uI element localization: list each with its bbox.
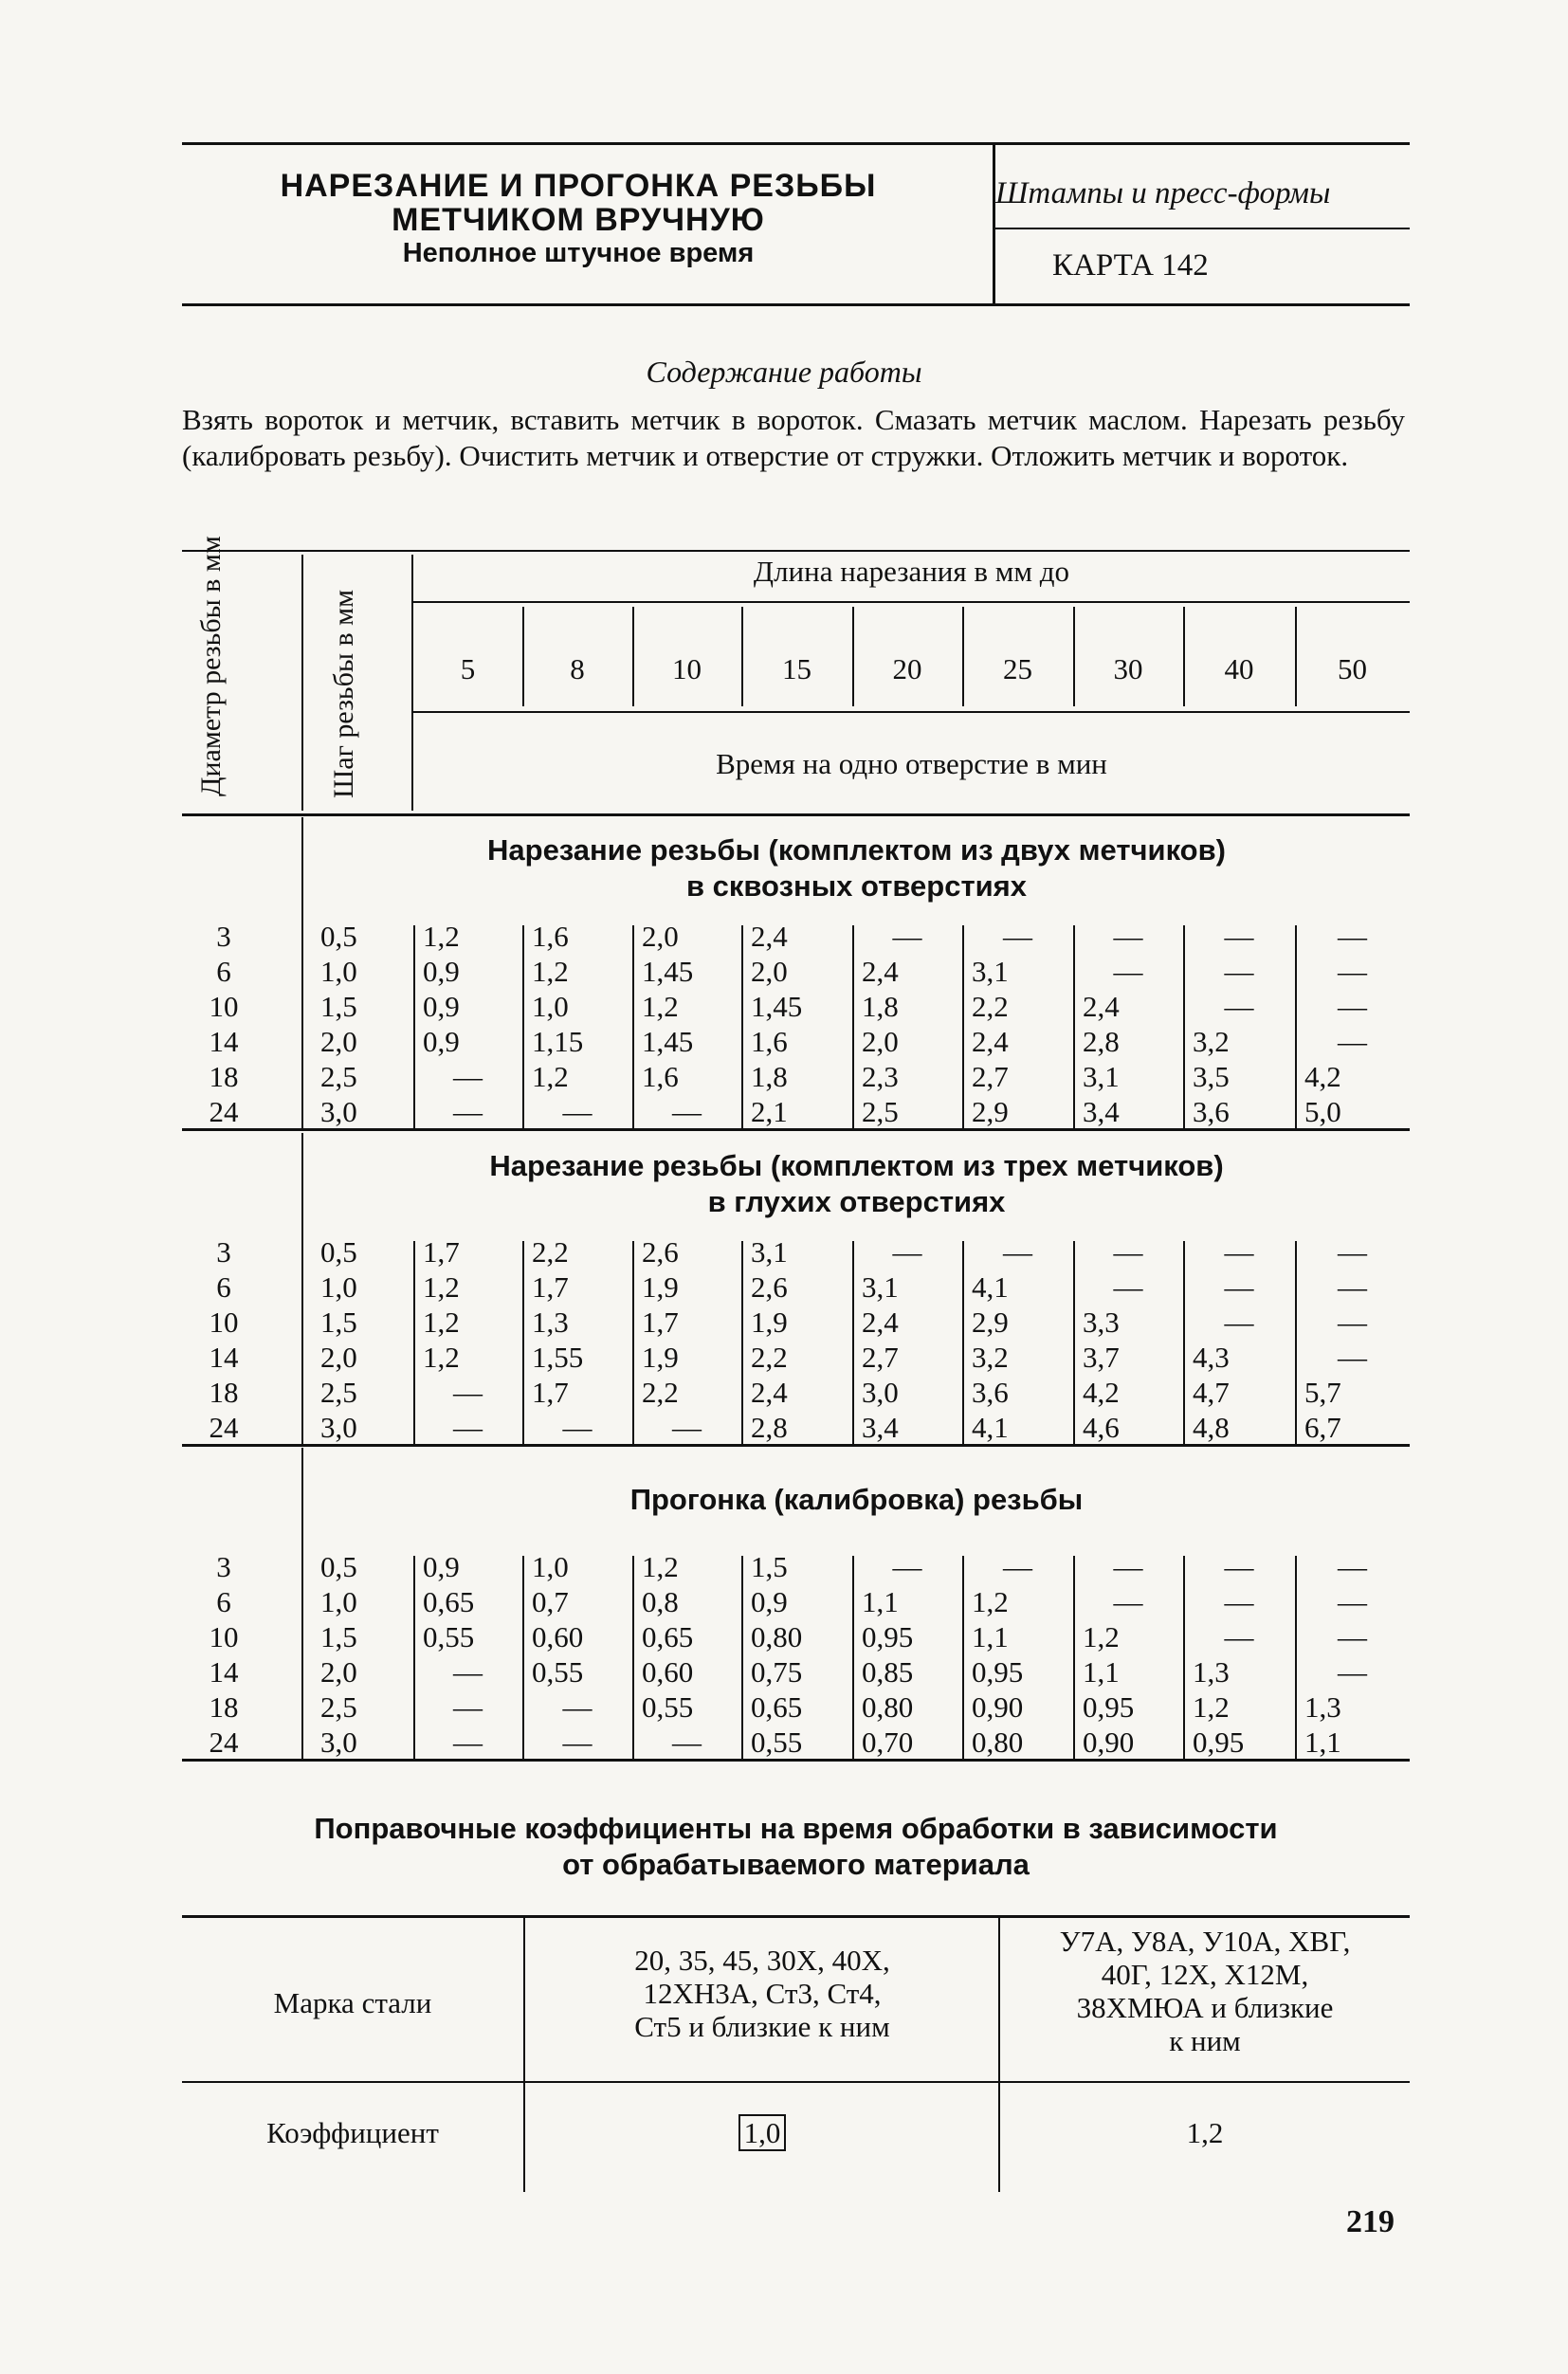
time-cell: 1,2 [423, 1341, 460, 1374]
time-cell: — [453, 1655, 483, 1689]
time-cell: 0,95 [1193, 1726, 1245, 1759]
time-cell: 1,0 [532, 1550, 569, 1583]
length-col-header: 10 [672, 652, 702, 685]
time-cell: — [892, 920, 922, 953]
content-text: Взять вороток и метчик, вставить метчик в вороток. Смазать метчик маслом. Нарезать резьбу (калибровать резьбу). Очистить метчик и отверстие от стружки. Отложить метчик и вороток. [182, 403, 1405, 472]
section-title-line-1: Нарезание резьбы (комплектом из трех метчиков) [489, 1149, 1224, 1182]
time-cell: — [1113, 1585, 1143, 1618]
coeff-top-rule [182, 1915, 1410, 1918]
time-cell: 0,95 [1083, 1690, 1135, 1724]
header-right-rule [993, 228, 1410, 229]
time-cell: — [1338, 1306, 1367, 1339]
title-line-2: МЕТЧИКОМ ВРУЧНУЮ [392, 202, 765, 238]
pitch-cell: 0,5 [320, 1550, 357, 1583]
time-cell: 0,60 [532, 1620, 584, 1653]
section-title-line-1: Прогонка (калибровка) резьбы [629, 1483, 1084, 1516]
time-cell: 4,1 [972, 1411, 1009, 1444]
time-cell: 0,80 [751, 1620, 803, 1653]
coeff-mid-rule [182, 2081, 1410, 2083]
time-cell: 4,8 [1193, 1411, 1230, 1444]
time-cell: 1,45 [642, 1025, 694, 1058]
length-col-header: 20 [892, 652, 922, 685]
time-cell: 0,9 [423, 1025, 460, 1058]
time-cell: — [453, 1411, 483, 1444]
section-bottom-rule [182, 1128, 1410, 1131]
time-cell: 1,2 [1083, 1620, 1120, 1653]
data-col-divider [852, 1556, 854, 1761]
table-top-rule [182, 550, 1410, 552]
section-title [303, 1482, 1410, 1518]
coeff-value-2: 1,2 [1186, 2116, 1224, 2149]
time-cell: 1,15 [532, 1025, 584, 1058]
time-cell: — [672, 1411, 702, 1444]
length-col-divider [522, 607, 524, 706]
time-cell: 4,1 [972, 1270, 1009, 1304]
length-rule-top [413, 601, 1410, 603]
time-cell: 1,3 [1304, 1690, 1341, 1724]
time-cell: 0,65 [642, 1620, 694, 1653]
pitch-cell: 2,0 [320, 1025, 357, 1058]
time-cell: — [672, 1726, 702, 1759]
time-cell: 2,2 [642, 1376, 679, 1409]
time-cell: 1,9 [642, 1341, 679, 1374]
time-cell: — [892, 1235, 922, 1269]
time-cell: 1,7 [642, 1306, 679, 1339]
time-cell: — [672, 1095, 702, 1128]
data-col-divider [962, 1556, 964, 1761]
header-bottom-rule [182, 303, 1410, 306]
time-cell: 1,2 [972, 1585, 1009, 1618]
time-cell: — [1113, 1550, 1143, 1583]
time-cell: 2,7 [972, 1060, 1009, 1093]
time-cell: — [1224, 1235, 1254, 1269]
steel-group-1-line: 20, 35, 45, 30Х, 40Х, [634, 1944, 890, 1977]
time-cell: — [1113, 955, 1143, 988]
steel-group-2-line: к ним [1169, 2024, 1241, 2057]
length-col-divider [632, 607, 634, 706]
col-diameter-header: Диаметр резьбы в мм [195, 536, 227, 796]
time-cell: 4,7 [1193, 1376, 1230, 1409]
time-cell: 5,7 [1304, 1376, 1341, 1409]
time-cell: 0,60 [642, 1655, 694, 1689]
steel-group-1-line: 12ХН3А, Ст3, Ст4, [643, 1977, 882, 2010]
pitch-cell: 1,0 [320, 955, 357, 988]
time-cell: — [1224, 990, 1254, 1023]
steel-group-2-line: 38ХМЮА и близкие [1076, 1991, 1334, 2024]
time-cell: — [1003, 1550, 1032, 1583]
time-cell: 3,0 [862, 1376, 899, 1409]
time-cell: 1,2 [423, 1270, 460, 1304]
time-cell: 2,9 [972, 1306, 1009, 1339]
time-cell: 1,8 [751, 1060, 788, 1093]
time-cell: — [1338, 1341, 1367, 1374]
time-cell: 0,80 [862, 1690, 914, 1724]
time-cell: 0,70 [862, 1726, 914, 1759]
time-cell: 0,7 [532, 1585, 569, 1618]
time-cell: 1,7 [532, 1270, 569, 1304]
time-cell: 3,1 [862, 1270, 899, 1304]
time-cell: — [1224, 1306, 1254, 1339]
diameter-cell: 3 [216, 1550, 231, 1583]
time-cell: 2,4 [751, 1376, 788, 1409]
section-title [303, 832, 1410, 904]
time-cell: 0,75 [751, 1655, 803, 1689]
time-cell: — [1338, 1025, 1367, 1058]
time-cell: 2,4 [751, 920, 788, 953]
length-col-header: 50 [1338, 652, 1367, 685]
pitch-cell: 2,0 [320, 1341, 357, 1374]
time-cell: — [1224, 955, 1254, 988]
time-cell: 0,95 [862, 1620, 914, 1653]
data-col-divider [852, 1241, 854, 1446]
time-cell: — [1113, 920, 1143, 953]
time-cell: 1,45 [751, 990, 803, 1023]
pitch-cell: 2,5 [320, 1060, 357, 1093]
data-col-divider [852, 925, 854, 1130]
header-vline-1 [301, 555, 303, 811]
section-bottom-rule [182, 1759, 1410, 1762]
time-cell: — [1338, 1270, 1367, 1304]
time-cell: 2,1 [751, 1095, 788, 1128]
diameter-cell: 6 [216, 1585, 231, 1618]
pitch-cell: 1,5 [320, 1306, 357, 1339]
time-cell: — [453, 1690, 483, 1724]
time-cell: 1,1 [972, 1620, 1009, 1653]
time-cell: 2,4 [862, 955, 899, 988]
time-cell: 0,90 [972, 1690, 1024, 1724]
diameter-cell: 18 [209, 1376, 239, 1409]
time-cell: 3,3 [1083, 1306, 1120, 1339]
data-col-divider [741, 925, 743, 1130]
time-cell: 2,9 [972, 1095, 1009, 1128]
pitch-cell: 1,0 [320, 1585, 357, 1618]
time-cell: — [562, 1726, 593, 1759]
time-cell: — [892, 1550, 922, 1583]
length-col-divider [741, 607, 743, 706]
time-cell: 1,3 [532, 1306, 569, 1339]
time-cell: 1,9 [642, 1270, 679, 1304]
steel-group-2-line: 40Г, 12Х, Х12М, [1101, 1958, 1309, 1991]
length-col-header: 40 [1224, 652, 1254, 685]
time-cell: 3,6 [1193, 1095, 1230, 1128]
table-header-bottom-rule [182, 813, 1410, 816]
length-col-divider [1183, 607, 1185, 706]
time-cell: — [1338, 955, 1367, 988]
length-col-header: 30 [1113, 652, 1143, 685]
pitch-cell: 1,5 [320, 990, 357, 1023]
time-cell: 5,0 [1304, 1095, 1341, 1128]
diameter-cell: 14 [209, 1341, 239, 1374]
content-heading: Содержание работы [646, 355, 922, 389]
time-cell: 0,65 [423, 1585, 475, 1618]
section-title [303, 1148, 1410, 1220]
time-cell: — [453, 1376, 483, 1409]
time-cell: 0,85 [862, 1655, 914, 1689]
diameter-cell: 10 [209, 1620, 239, 1653]
steel-group-2 [1000, 1925, 1410, 2057]
diameter-cell: 24 [209, 1095, 239, 1128]
time-cell: 3,4 [1083, 1095, 1120, 1128]
time-cell: 6,7 [1304, 1411, 1341, 1444]
time-cell: 1,1 [862, 1585, 899, 1618]
col-pitch-header: Шаг резьбы в мм [328, 589, 359, 798]
time-cell: 1,2 [532, 1060, 569, 1093]
coeff-value-1-box: 1,0 [738, 2114, 787, 2151]
time-cell: 1,2 [423, 920, 460, 953]
diameter-cell: 3 [216, 1235, 231, 1269]
time-cell: 3,5 [1193, 1060, 1230, 1093]
page-number: 219 [1346, 2204, 1395, 2239]
length-col-divider [852, 607, 854, 706]
time-cell: — [1338, 1235, 1367, 1269]
time-cell: 1,7 [532, 1376, 569, 1409]
time-cell: — [1338, 1620, 1367, 1653]
top-rule [182, 142, 1410, 145]
length-col-divider [1295, 607, 1297, 706]
diameter-cell: 24 [209, 1411, 239, 1444]
card-number: КАРТА 142 [1052, 248, 1209, 283]
time-cell: 0,9 [423, 955, 460, 988]
time-cell: — [1113, 1270, 1143, 1304]
time-cell: 1,5 [751, 1550, 788, 1583]
length-header: Длина нарезания в мм до [753, 555, 1070, 588]
data-col-divider [741, 1241, 743, 1446]
coeff-value-1 [526, 2116, 998, 2149]
time-cell: 2,4 [972, 1025, 1009, 1058]
time-cell: — [453, 1095, 483, 1128]
time-cell: 4,2 [1304, 1060, 1341, 1093]
coeff-vline-1 [523, 1917, 525, 2192]
time-cell: 1,2 [532, 955, 569, 988]
pitch-cell: 1,5 [320, 1620, 357, 1653]
time-cell: 2,8 [1083, 1025, 1120, 1058]
pitch-cell: 0,5 [320, 920, 357, 953]
coeff-title-line-2: от обрабатываемого материала [562, 1848, 1030, 1881]
time-cell: 1,3 [1193, 1655, 1230, 1689]
coeff-label: Коэффициент [266, 2116, 439, 2149]
data-col-divider [962, 925, 964, 1130]
time-cell: — [562, 1411, 593, 1444]
header-divider [993, 144, 995, 305]
time-cell: 2,0 [751, 955, 788, 988]
time-cell: — [1338, 1585, 1367, 1618]
data-col-divider [741, 1556, 743, 1761]
time-cell: — [1224, 1620, 1254, 1653]
time-cell: — [562, 1095, 593, 1128]
time-header: Время на одно отверстие в мин [716, 747, 1107, 780]
time-cell: 3,1 [972, 955, 1009, 988]
time-cell: 0,8 [642, 1585, 679, 1618]
time-cell: — [1338, 990, 1367, 1023]
diameter-cell: 24 [209, 1726, 239, 1759]
diameter-cell: 18 [209, 1690, 239, 1724]
time-cell: 1,45 [642, 955, 694, 988]
time-cell: — [562, 1690, 593, 1724]
pitch-cell: 2,5 [320, 1690, 357, 1724]
section-title-line-1: Нарезание резьбы (комплектом из двух метчиков) [487, 833, 1226, 867]
coeff-title [182, 1811, 1410, 1883]
time-cell: 1,7 [423, 1235, 460, 1269]
diameter-cell: 14 [209, 1655, 239, 1689]
time-cell: 1,2 [1193, 1690, 1230, 1724]
time-cell: 1,0 [532, 990, 569, 1023]
diameter-cell: 3 [216, 920, 231, 953]
time-cell: 2,0 [862, 1025, 899, 1058]
diameter-cell: 10 [209, 990, 239, 1023]
subtitle: Неполное штучное время [402, 238, 755, 268]
time-cell: 2,4 [862, 1306, 899, 1339]
header-title [180, 169, 976, 269]
pitch-cell: 0,5 [320, 1235, 357, 1269]
time-cell: 2,0 [642, 920, 679, 953]
length-col-divider [962, 607, 964, 706]
time-cell: — [1338, 1550, 1367, 1583]
time-cell: — [1224, 1550, 1254, 1583]
pitch-cell: 3,0 [320, 1411, 357, 1444]
time-cell: 1,1 [1083, 1655, 1120, 1689]
time-cell: 0,9 [423, 990, 460, 1023]
time-cell: 4,3 [1193, 1341, 1230, 1374]
time-cell: 3,6 [972, 1376, 1009, 1409]
diameter-cell: 6 [216, 1270, 231, 1304]
time-cell: 0,55 [532, 1655, 584, 1689]
section-bottom-rule [182, 1444, 1410, 1447]
time-cell: 0,9 [423, 1550, 460, 1583]
diameter-cell: 6 [216, 955, 231, 988]
length-col-header: 8 [570, 652, 585, 685]
time-cell: 0,9 [751, 1585, 788, 1618]
pitch-cell: 1,0 [320, 1270, 357, 1304]
pitch-cell: 3,0 [320, 1095, 357, 1128]
time-cell: 3,1 [1083, 1060, 1120, 1093]
time-cell: — [1338, 1655, 1367, 1689]
time-cell: 2,2 [532, 1235, 569, 1269]
time-cell: 1,6 [642, 1060, 679, 1093]
diameter-cell: 18 [209, 1060, 239, 1093]
time-cell: 1,6 [751, 1025, 788, 1058]
steel-group-2-line: У7А, У8А, У10А, ХВГ, [1059, 1925, 1351, 1958]
time-cell: 2,4 [1083, 990, 1120, 1023]
time-cell: 1,6 [532, 920, 569, 953]
time-cell: 2,2 [751, 1341, 788, 1374]
time-cell: 2,3 [862, 1060, 899, 1093]
time-cell: — [1338, 920, 1367, 953]
time-cell: 3,4 [862, 1411, 899, 1444]
time-cell: 0,90 [1083, 1726, 1135, 1759]
time-cell: 2,7 [862, 1341, 899, 1374]
time-cell: — [1224, 1585, 1254, 1618]
pitch-cell: 3,0 [320, 1726, 357, 1759]
time-cell: 1,55 [532, 1341, 584, 1374]
time-cell: — [1003, 920, 1032, 953]
time-cell: — [453, 1060, 483, 1093]
section-title-line-2: в сквозных отверстиях [685, 869, 1028, 903]
time-cell: 0,55 [642, 1690, 694, 1724]
time-cell: 0,95 [972, 1655, 1024, 1689]
length-col-header: 5 [460, 652, 476, 685]
time-cell: 1,2 [642, 1550, 679, 1583]
time-cell: 1,1 [1304, 1726, 1341, 1759]
length-col-divider [1073, 607, 1075, 706]
time-cell: 3,2 [1193, 1025, 1230, 1058]
time-cell: 2,5 [862, 1095, 899, 1128]
time-cell: 2,6 [642, 1235, 679, 1269]
time-cell: — [1003, 1235, 1032, 1269]
pitch-cell: 2,0 [320, 1655, 357, 1689]
coeff-title-line-1: Поправочные коэффициенты на время обработки в зависимости [314, 1812, 1278, 1845]
time-cell: 1,8 [862, 990, 899, 1023]
time-cell: 3,1 [751, 1235, 788, 1269]
length-col-header: 15 [782, 652, 811, 685]
diameter-cell: 14 [209, 1025, 239, 1058]
time-cell: 0,65 [751, 1690, 803, 1724]
time-cell: 2,6 [751, 1270, 788, 1304]
time-cell: 1,2 [642, 990, 679, 1023]
time-cell: 4,6 [1083, 1411, 1120, 1444]
data-col-divider [962, 1241, 964, 1446]
time-cell: 3,2 [972, 1341, 1009, 1374]
steel-group-1-line: Ст5 и близкие к ним [634, 2010, 890, 2043]
time-cell: 2,2 [972, 990, 1009, 1023]
category-label: Штампы и пресс-формы [995, 176, 1331, 210]
length-rule-bottom [413, 711, 1410, 713]
pitch-cell: 2,5 [320, 1376, 357, 1409]
time-cell: 0,55 [751, 1726, 803, 1759]
time-cell: — [1113, 1235, 1143, 1269]
time-cell: 3,7 [1083, 1341, 1120, 1374]
section-title-line-2: в глухих отверстиях [707, 1185, 1006, 1218]
time-cell: — [1224, 920, 1254, 953]
time-cell: 0,80 [972, 1726, 1024, 1759]
steel-label: Марка стали [273, 1986, 432, 2019]
time-cell: 1,9 [751, 1306, 788, 1339]
diameter-cell: 10 [209, 1306, 239, 1339]
title-line-1: НАРЕЗАНИЕ И ПРОГОНКА РЕЗЬБЫ [280, 168, 877, 204]
time-cell: — [453, 1726, 483, 1759]
time-cell: 0,55 [423, 1620, 475, 1653]
length-col-header: 25 [1003, 652, 1032, 685]
time-cell: 4,2 [1083, 1376, 1120, 1409]
steel-group-1 [526, 1944, 998, 2043]
time-cell: — [1224, 1270, 1254, 1304]
time-cell: 2,8 [751, 1411, 788, 1444]
time-cell: 1,2 [423, 1306, 460, 1339]
